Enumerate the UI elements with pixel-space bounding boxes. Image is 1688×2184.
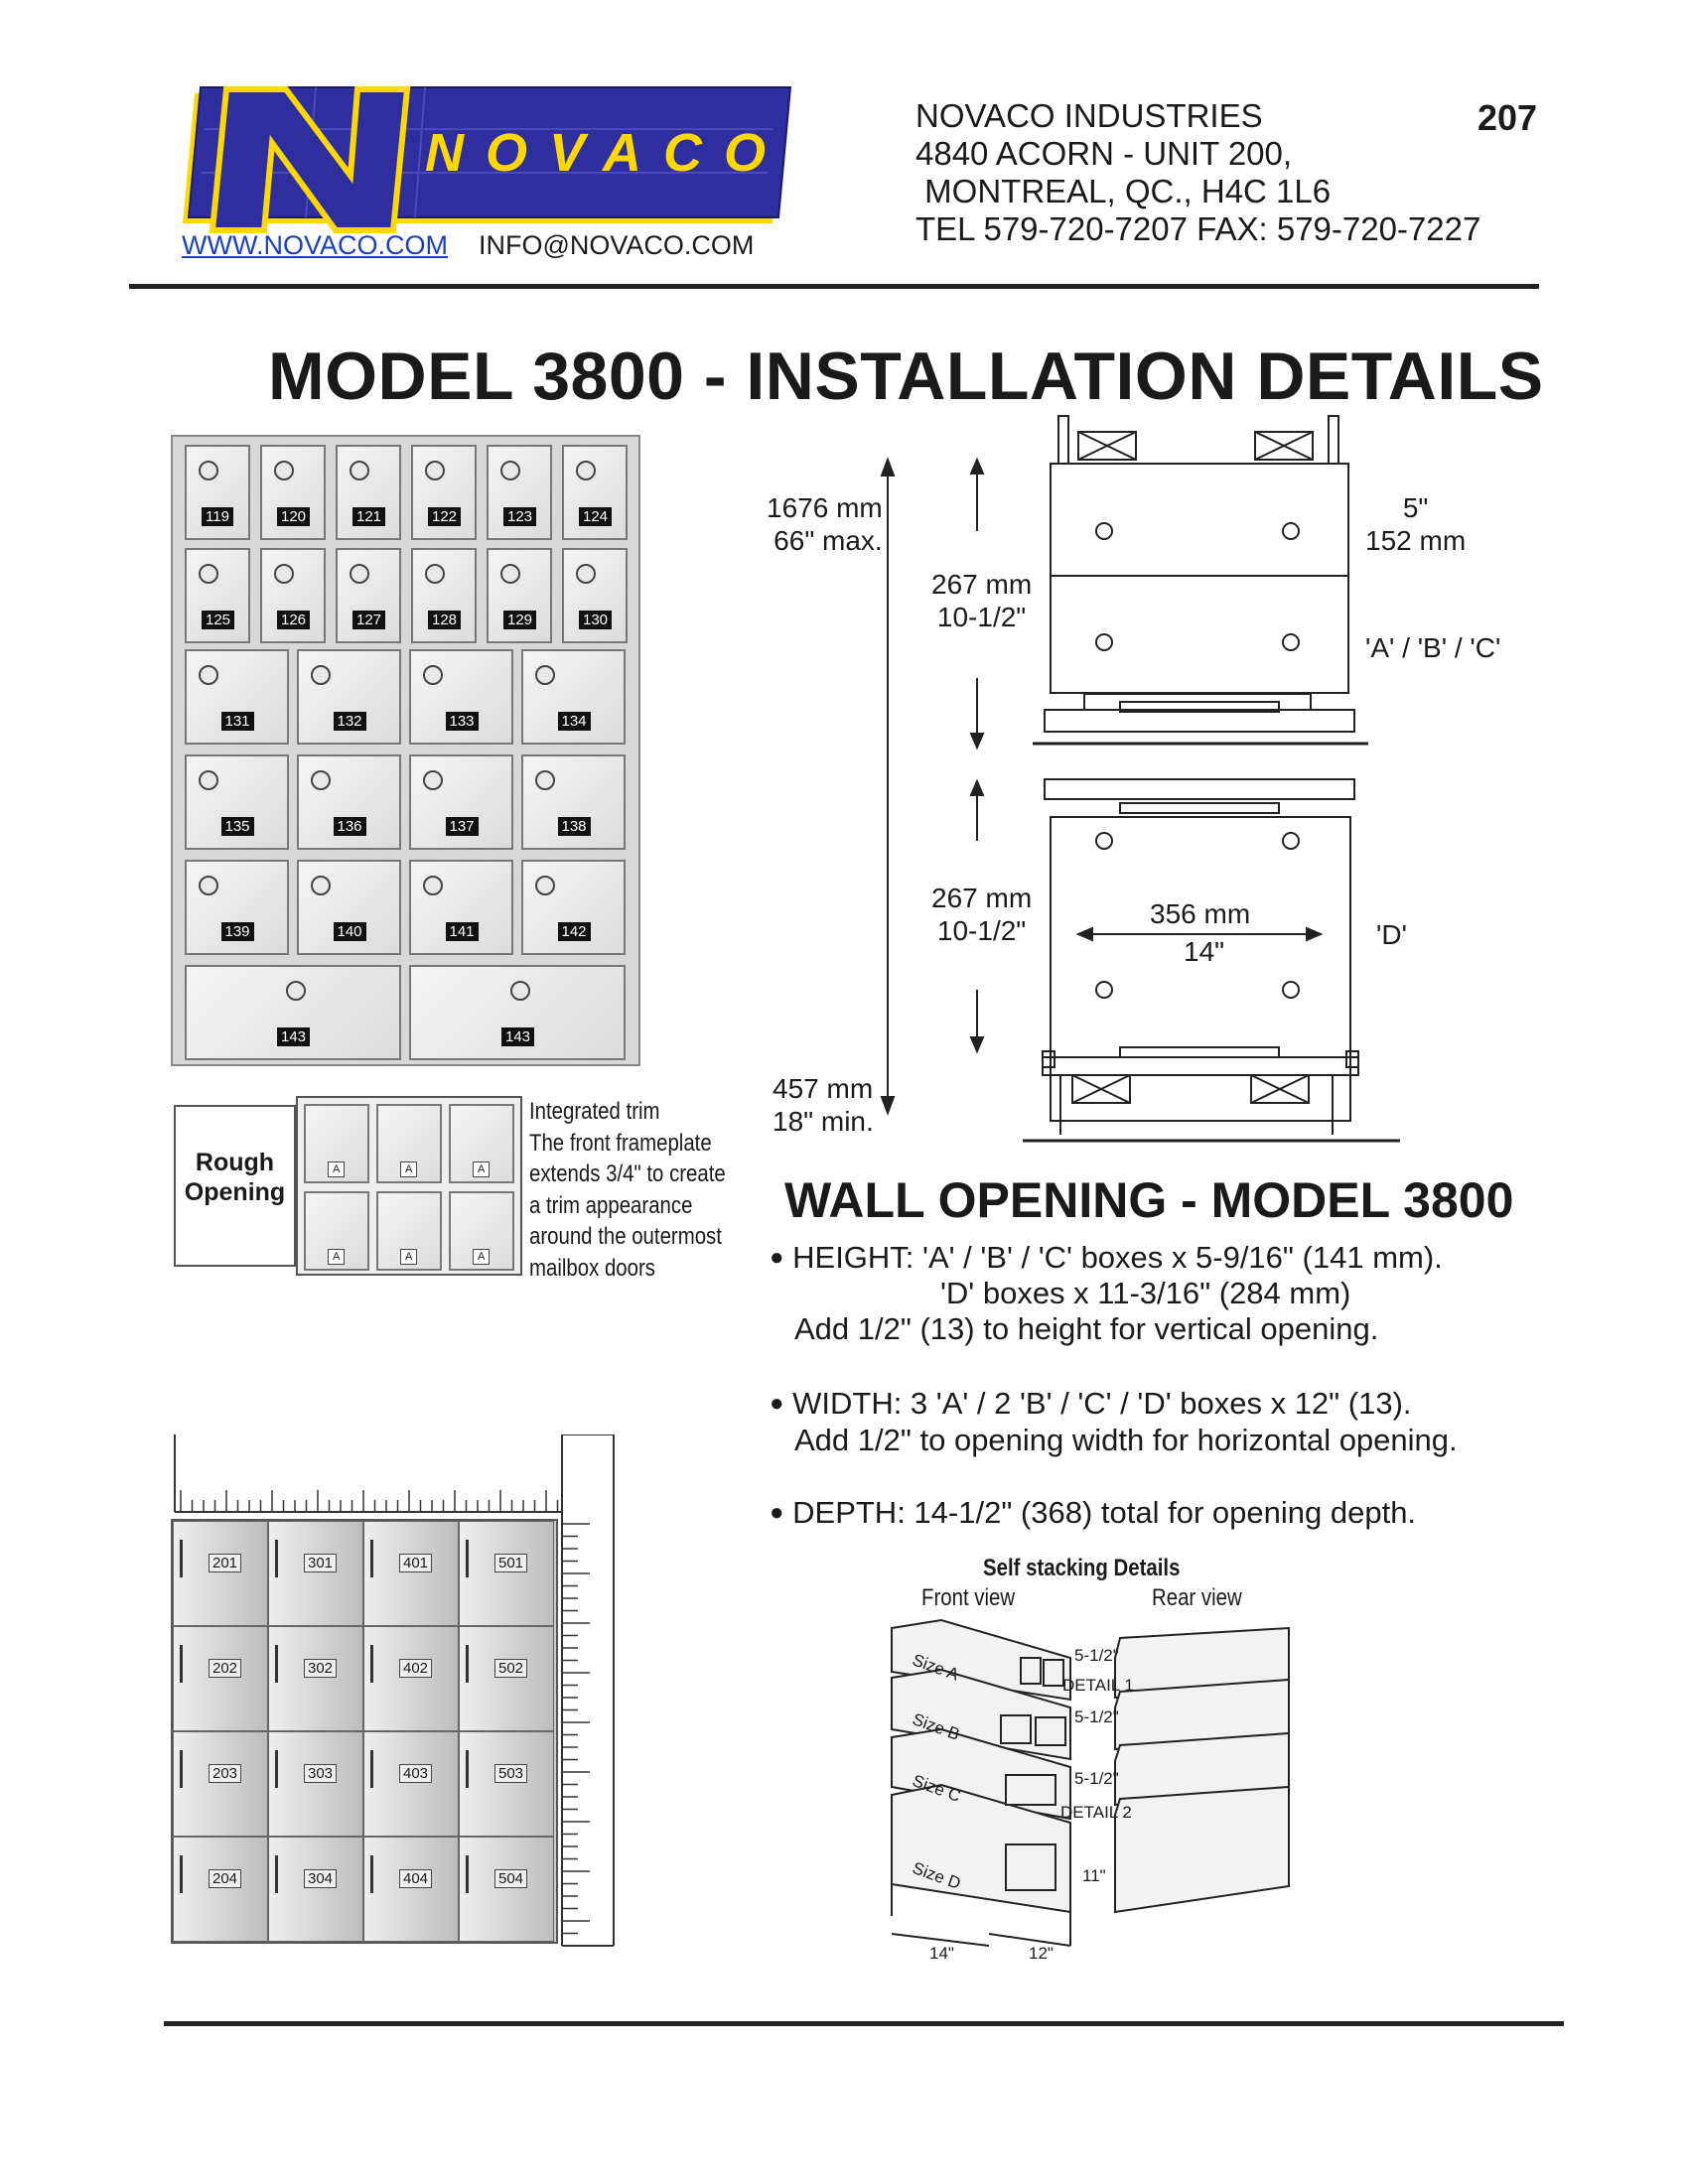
lock-icon — [510, 981, 530, 1001]
rough-opening-box: Rough Opening — [174, 1105, 296, 1267]
size-d-label: 'D' — [1376, 919, 1407, 950]
mailbox-door[interactable] — [185, 445, 250, 540]
mailbox-door[interactable] — [409, 965, 626, 1060]
door-number: 120 — [277, 507, 310, 526]
key-icon — [180, 1750, 193, 1788]
cluster-door-number: 401 — [399, 1554, 432, 1572]
lock-icon — [274, 564, 294, 584]
key-icon — [370, 1750, 383, 1788]
key-icon — [466, 1540, 479, 1577]
lock-icon — [535, 665, 555, 685]
mailbox-door[interactable] — [487, 445, 552, 540]
trim-door — [376, 1104, 442, 1183]
cluster-door-number: 203 — [209, 1764, 241, 1783]
key-icon — [180, 1540, 193, 1577]
min-height-label: 457 mm 18" min. — [773, 1073, 874, 1137]
size-b-label: Size B — [910, 1709, 963, 1744]
detail-2-label: DETAIL 2 — [1060, 1803, 1132, 1822]
cluster-door-number: 503 — [494, 1764, 527, 1783]
door-number: 135 — [221, 817, 254, 836]
lock-icon — [274, 461, 294, 480]
header-divider — [129, 284, 1539, 289]
installation-diagram — [874, 412, 1410, 1147]
key-icon — [180, 1645, 193, 1683]
height-spec-note: Add 1/2" (13) to height for vertical opening. — [794, 1311, 1379, 1346]
detail-1-label: DETAIL 1 — [1062, 1676, 1134, 1695]
trim-door — [304, 1104, 369, 1183]
mailbox-door[interactable] — [336, 548, 401, 643]
door-number: 129 — [503, 611, 536, 629]
stack-depth-label: 14" — [929, 1944, 954, 1963]
svg-text:NOVACO: NOVACO — [425, 123, 788, 183]
door-number: 132 — [334, 712, 366, 731]
mailbox-panel — [171, 435, 640, 1066]
size-d-label-ss: Size D — [910, 1858, 963, 1894]
mailbox-door[interactable] — [521, 860, 626, 955]
page-number: 207 — [1477, 97, 1538, 138]
website-link[interactable]: WWW.NOVACO.COM — [182, 230, 448, 260]
height-spec-d: 'D' boxes x 11-3/16" (284 mm) — [940, 1276, 1351, 1310]
stack-width-label: 12" — [1029, 1944, 1054, 1963]
door-number: 127 — [352, 611, 385, 629]
cluster-door-number: 504 — [494, 1869, 527, 1888]
lock-icon — [535, 876, 555, 895]
size-c-label: Size C — [910, 1771, 963, 1807]
cluster-door-number: 201 — [209, 1554, 241, 1572]
cluster-door[interactable] — [268, 1837, 363, 1942]
mailbox-door[interactable] — [521, 649, 626, 745]
integrated-trim-note: Integrated trim The front frameplate extends 3/4" to create a trim appearance around the outermost mailbox doors — [529, 1098, 726, 1282]
box-height-bottom-label: 267 mm 10-1/2" — [931, 883, 1033, 946]
key-icon — [466, 1855, 479, 1893]
size-abc-label: 'A' / 'B' / 'C' — [1365, 632, 1501, 663]
cluster-door[interactable] — [363, 1626, 459, 1731]
lock-icon — [311, 665, 331, 685]
cluster-door-number: 202 — [209, 1659, 241, 1678]
mailbox-door[interactable] — [409, 860, 513, 955]
key-icon — [466, 1750, 479, 1788]
front-view-label: Front view — [921, 1584, 1016, 1611]
cluster-door-number: 301 — [304, 1554, 337, 1572]
lock-icon — [500, 564, 520, 584]
key-icon — [275, 1750, 288, 1788]
trim-door — [449, 1104, 514, 1183]
footer-divider — [164, 2021, 1564, 2026]
self-stacking-title: Self stacking Details — [983, 1555, 1181, 1581]
cluster-door[interactable] — [268, 1626, 363, 1731]
trim-door-letter: A — [328, 1161, 345, 1177]
cluster-door-number: 502 — [494, 1659, 527, 1678]
mailbox-door[interactable] — [297, 860, 401, 955]
lock-icon — [423, 770, 443, 790]
lock-icon — [199, 564, 218, 584]
door-number: 133 — [446, 712, 479, 731]
stack-dim-1: 5-1/2" — [1074, 1646, 1119, 1665]
lock-icon — [350, 461, 369, 480]
cluster-door-number: 501 — [494, 1554, 527, 1572]
trim-door-letter: A — [400, 1161, 417, 1177]
cluster-door-number: 302 — [304, 1659, 337, 1678]
mailbox-door[interactable] — [562, 548, 628, 643]
door-number: 138 — [558, 817, 591, 836]
key-icon — [275, 1855, 288, 1893]
door-number: 123 — [503, 507, 536, 526]
mailbox-door[interactable] — [297, 754, 401, 850]
depth-spec: ● DEPTH: 14-1/2" (368) total for opening depth. — [770, 1495, 1417, 1530]
mailbox-door[interactable] — [260, 445, 326, 540]
height-spec: ● HEIGHT: 'A' / 'B' / 'C' boxes x 5-9/16" (141 mm). — [770, 1240, 1443, 1275]
door-number: 122 — [428, 507, 461, 526]
lock-icon — [576, 461, 596, 480]
stack-dim-2: 5-1/2" — [1074, 1707, 1119, 1726]
lock-icon — [199, 461, 218, 480]
mailbox-door[interactable] — [409, 649, 513, 745]
trim-door-letter: A — [473, 1161, 490, 1177]
cluster-door[interactable] — [173, 1521, 268, 1626]
cluster-door-number: 304 — [304, 1869, 337, 1888]
trim-door — [304, 1191, 369, 1271]
lock-icon — [199, 876, 218, 895]
trim-door-letter: A — [473, 1249, 490, 1265]
box-height-top-label: 267 mm 10-1/2" — [931, 569, 1033, 632]
lock-icon — [425, 461, 445, 480]
page-title: MODEL 3800 - INSTALLATION DETAILS — [268, 339, 1544, 414]
lock-icon — [423, 876, 443, 895]
cluster-door[interactable] — [363, 1521, 459, 1626]
width-spec-note: Add 1/2" to opening width for horizontal opening. — [794, 1423, 1458, 1457]
door-number: 143 — [501, 1027, 534, 1046]
mailbox-door[interactable] — [562, 445, 628, 540]
mailbox-door[interactable] — [411, 445, 477, 540]
door-number: 142 — [558, 922, 591, 941]
trim-door-letter: A — [400, 1249, 417, 1265]
mailbox-door[interactable] — [185, 649, 289, 745]
door-number: 136 — [334, 817, 366, 836]
cluster-door-number: 204 — [209, 1869, 241, 1888]
lock-icon — [576, 564, 596, 584]
door-number: 137 — [446, 817, 479, 836]
mailbox-door[interactable] — [521, 754, 626, 850]
cluster-door-number: 402 — [399, 1659, 432, 1678]
cluster-door[interactable] — [459, 1837, 554, 1942]
door-number: 130 — [579, 611, 612, 629]
door-number: 126 — [277, 611, 310, 629]
lock-icon — [423, 665, 443, 685]
cluster-door[interactable] — [268, 1731, 363, 1837]
rear-view-label: Rear view — [1152, 1584, 1242, 1611]
key-icon — [466, 1645, 479, 1683]
door-number: 125 — [202, 611, 234, 629]
lock-icon — [425, 564, 445, 584]
key-icon — [370, 1540, 383, 1577]
width-in-label: 14" — [1184, 936, 1225, 967]
lock-icon — [199, 770, 218, 790]
cluster-door-number: 404 — [399, 1869, 432, 1888]
cluster-door-number: 303 — [304, 1764, 337, 1783]
company-address: NOVACO INDUSTRIES 4840 ACORN - UNIT 200, MONTREAL, QC., H4C 1L6 TEL 579-720-7207 FAX: 579-720-7227 — [915, 97, 1481, 247]
cluster-door-number: 403 — [399, 1764, 432, 1783]
cluster-door[interactable] — [268, 1521, 363, 1626]
door-number: 141 — [446, 922, 479, 941]
lock-icon — [311, 770, 331, 790]
door-number: 140 — [334, 922, 366, 941]
door-number: 119 — [202, 507, 233, 526]
novaco-logo — [177, 81, 802, 235]
stack-dim-4: 11" — [1082, 1866, 1106, 1885]
key-icon — [370, 1645, 383, 1683]
mailbox-door[interactable] — [185, 548, 250, 643]
cluster-door[interactable] — [459, 1731, 554, 1837]
max-height-label: 1676 mm 66" max. — [767, 492, 883, 556]
mailbox-door[interactable] — [411, 548, 477, 643]
cluster-door[interactable] — [173, 1626, 268, 1731]
door-number: 134 — [558, 712, 591, 731]
stack-dim-3: 5-1/2" — [1074, 1769, 1119, 1788]
mailbox-door[interactable] — [336, 445, 401, 540]
trim-illustration — [296, 1096, 522, 1276]
cluster-door[interactable] — [363, 1731, 459, 1837]
cluster-door[interactable] — [459, 1626, 554, 1731]
mailbox-door[interactable] — [487, 548, 552, 643]
mailbox-door[interactable] — [297, 649, 401, 745]
lock-icon — [500, 461, 520, 480]
door-number: 131 — [221, 712, 254, 731]
lock-icon — [350, 564, 369, 584]
cluster-door[interactable] — [173, 1837, 268, 1942]
mailbox-door[interactable] — [185, 754, 289, 850]
wall-opening-heading: WALL OPENING - MODEL 3800 — [784, 1172, 1514, 1228]
lock-icon — [535, 770, 555, 790]
cluster-door[interactable] — [363, 1837, 459, 1942]
trim-door-letter: A — [328, 1249, 345, 1265]
key-icon — [180, 1855, 193, 1893]
lock-icon — [286, 981, 306, 1001]
key-icon — [275, 1540, 288, 1577]
trim-door — [449, 1191, 514, 1271]
cluster-door[interactable] — [173, 1731, 268, 1837]
top-clearance-label: 5" 152 mm — [1365, 492, 1467, 556]
mailbox-door[interactable] — [260, 548, 326, 643]
door-number: 121 — [352, 507, 385, 526]
lock-icon — [311, 876, 331, 895]
cluster-door[interactable] — [459, 1521, 554, 1626]
mailbox-door[interactable] — [185, 965, 401, 1060]
width-mm-label: 356 mm — [1150, 898, 1251, 929]
email-address: INFO@NOVACO.COM — [479, 230, 755, 260]
key-icon — [370, 1855, 383, 1893]
lock-icon — [199, 665, 218, 685]
door-number: 128 — [428, 611, 461, 629]
width-spec: ● WIDTH: 3 'A' / 2 'B' / 'C' / 'D' boxes x 12" (13). — [770, 1386, 1412, 1421]
door-number: 143 — [277, 1027, 310, 1046]
key-icon — [275, 1645, 288, 1683]
mailbox-door[interactable] — [409, 754, 513, 850]
door-number: 139 — [221, 922, 254, 941]
mailbox-door[interactable] — [185, 860, 289, 955]
cluster-panel — [171, 1519, 558, 1944]
trim-door — [376, 1191, 442, 1271]
size-a-label: Size A — [910, 1650, 962, 1685]
door-number: 124 — [579, 507, 612, 526]
